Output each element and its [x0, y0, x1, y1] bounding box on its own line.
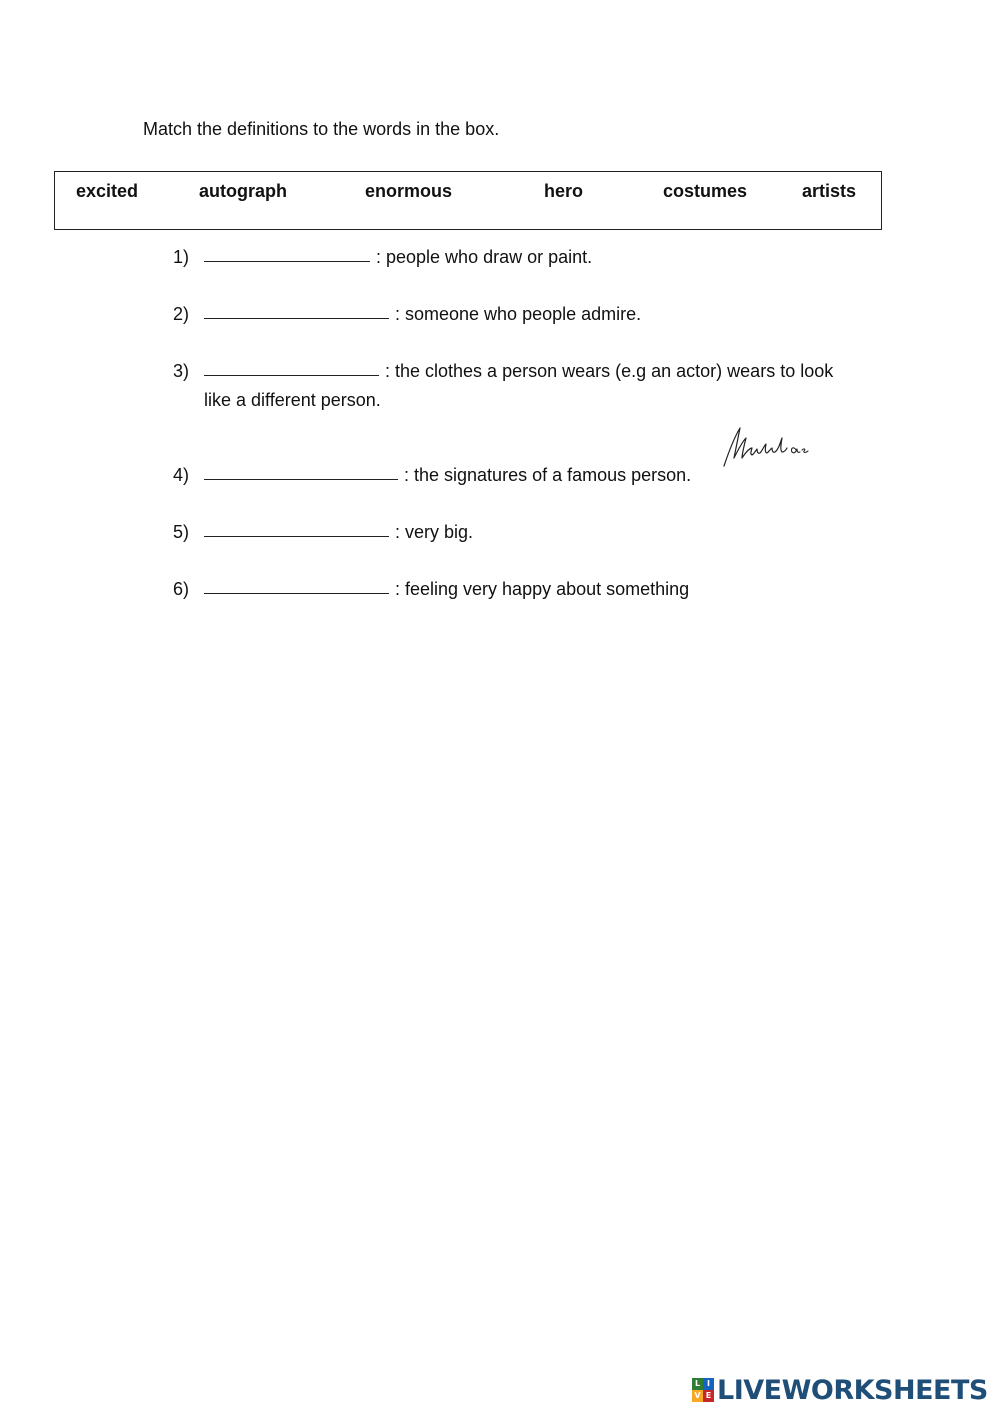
definition-text: : someone who people admire.: [395, 304, 642, 324]
question-item-5: [173, 518, 853, 547]
word-enormous: enormous: [365, 181, 453, 201]
logo-mark-icon: L I V E: [692, 1378, 714, 1402]
word-artists: artists: [802, 181, 857, 201]
question-number: 2): [173, 304, 190, 324]
question-number: 1): [173, 247, 190, 267]
logo-text: LIVEWORKSHEETS: [717, 1374, 988, 1406]
definition-text: : very big.: [395, 522, 474, 542]
answer-blank-6[interactable]: [204, 575, 389, 594]
question-number: 3): [173, 361, 190, 381]
question-item-3: [173, 357, 853, 415]
worksheet-instruction: Match the definitions to the words in the box.: [143, 119, 500, 139]
definition-text: : the clothes a person wears (e.g an actor) wears to look like a different person.: [204, 361, 834, 410]
question-number: 6): [173, 579, 190, 599]
question-item-1: [173, 243, 853, 272]
definition-text: : the signatures of a famous person.: [404, 465, 692, 485]
word-excited: excited: [76, 181, 139, 201]
question-item-6: [173, 575, 853, 604]
word-box: [54, 171, 882, 230]
word-autograph: autograph: [199, 181, 287, 201]
question-number: 4): [173, 465, 190, 485]
answer-blank-1[interactable]: [204, 243, 370, 262]
question-number: 5): [173, 522, 190, 542]
answer-blank-4[interactable]: [204, 461, 398, 480]
definition-text: : feeling very happy about something: [395, 579, 690, 599]
answer-blank-2[interactable]: [204, 300, 389, 319]
word-costumes: costumes: [663, 181, 748, 201]
answer-blank-5[interactable]: [204, 518, 389, 537]
answer-blank-3[interactable]: [204, 357, 379, 376]
word-hero: hero: [544, 181, 584, 201]
definition-text: : people who draw or paint.: [376, 247, 593, 267]
question-item-2: [173, 300, 853, 329]
liveworksheets-logo: [692, 1374, 988, 1406]
signature-icon: [720, 424, 812, 470]
